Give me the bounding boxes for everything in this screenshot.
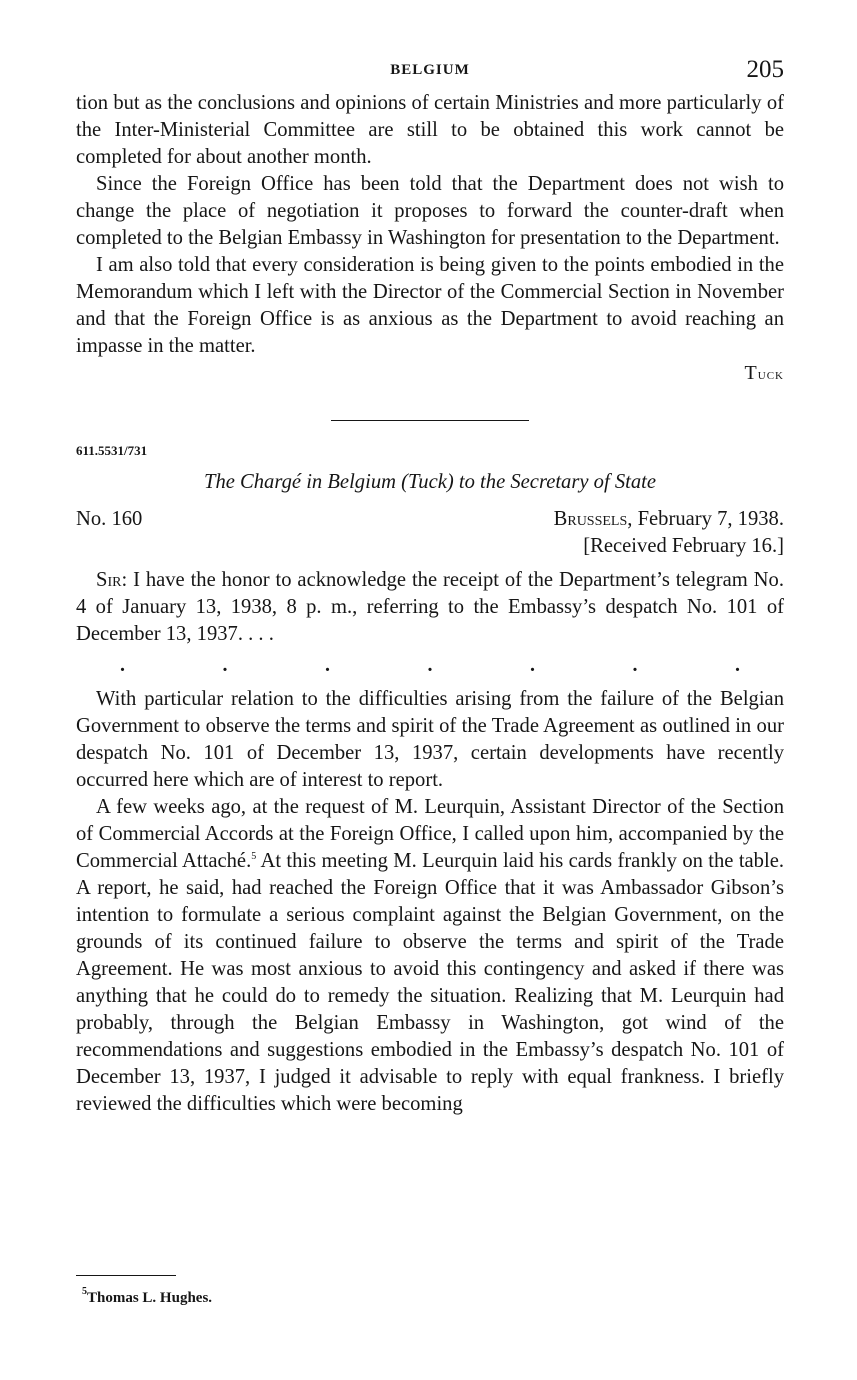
omission-dot: . bbox=[120, 654, 125, 676]
omission-dot: . bbox=[325, 654, 330, 676]
received-date: [Received February 16.] bbox=[583, 535, 784, 557]
prior-paragraph-2: Since the Foreign Office has been told that the Department does not wish to change the place of negotiation it proposes to forward the counter-draft when completed to the Belgian Embassy in Washington for presentation to the Department. bbox=[76, 173, 784, 249]
despatch-number: No. 160 bbox=[76, 508, 143, 530]
running-head: BELGIUM bbox=[390, 62, 470, 78]
place-date bbox=[554, 506, 784, 533]
document-title: The Chargé in Belgium (Tuck) to the Secretary of State bbox=[203, 471, 657, 493]
date: February 7, 1938. bbox=[637, 508, 784, 530]
prior-paragraph-3: I am also told that every consideration is being given to the points embodied in the Memorandum which I left with the Director of the Commercial Section in November and that the Foreign Office is as anxious as the Department to avoid reaching an impasse in the matter. bbox=[76, 254, 784, 357]
dateline bbox=[76, 506, 784, 533]
omission-marks bbox=[76, 656, 784, 682]
file-number: 611.5531/731 bbox=[76, 443, 148, 458]
paragraph-3-start: A few weeks ago, at the request of M. Leurquin, Assistant Director of the Section of Commercial Accords at the Foreign Office, I called upon him, accompanied by the Commercial Attaché. bbox=[76, 796, 784, 872]
footnote bbox=[82, 1286, 213, 1307]
signature-tuck: Tuck bbox=[744, 362, 784, 384]
section-divider bbox=[331, 420, 529, 421]
omission-dot: . bbox=[222, 654, 228, 676]
opening-paragraph bbox=[76, 567, 784, 648]
omission-dot: . bbox=[632, 654, 638, 676]
footnote-divider bbox=[76, 1275, 176, 1276]
paragraph-3-rest: At this meeting M. Leurquin laid his cards frankly on the table. A report, he said, had reached the Foreign Office that it was Ambassador Gibson’s intention to formulate a serious complaint against the Belgian Government, on the grounds of its continued failure to observe the terms and spirit of the Trade Agreement. He was most anxious to avoid this contingency and asked if there was anything that he could do to remedy the situation. Realizing that M. Leurquin had probably, through the Belgian Embassy in Washington, got wind of the recommendations and suggestions embodied in the Embassy’s despatch No. 101 of December 13, 1937, I judged it advisable to reply with equal frankness. I briefly reviewed the difficulties which were becoming bbox=[76, 850, 784, 1115]
salutation: Sir: bbox=[96, 569, 128, 591]
body-paragraph-2: With particular relation to the difficulties arising from the failure of the Belgian Government to observe the terms and spirit of the Trade Agreement as outlined in our despatch No. 101 of December 13, 1937, certain developments have recently occurred here which are of interest to report. bbox=[76, 688, 784, 791]
footnote-marker: 5 bbox=[82, 1286, 87, 1297]
omission-dot: . bbox=[735, 654, 740, 676]
omission-dot: . bbox=[530, 654, 535, 676]
footnote-reference[interactable]: 5 bbox=[251, 851, 257, 862]
page-number: 205 bbox=[746, 56, 784, 83]
body-paragraph-3 bbox=[76, 794, 784, 1118]
prior-paragraph-1: tion but as the conclusions and opinions of certain Ministries and more particularly of the Inter-Ministerial Committee are still to be obtained this work cannot be completed for about another month. bbox=[76, 92, 784, 168]
opening-text: I have the honor to acknowledge the receipt of the Department’s telegram No. 4 of January 13, 1938, 8 p. m., referring to the Embassy’s despatch No. 101 of December 13, 1937. . . . bbox=[76, 569, 784, 645]
page-body bbox=[76, 56, 784, 1118]
footnote-text: Thomas L. Hughes. bbox=[87, 1290, 213, 1306]
place: Brussels, bbox=[553, 508, 633, 530]
omission-dot: . bbox=[427, 654, 433, 676]
page-header bbox=[76, 56, 784, 90]
